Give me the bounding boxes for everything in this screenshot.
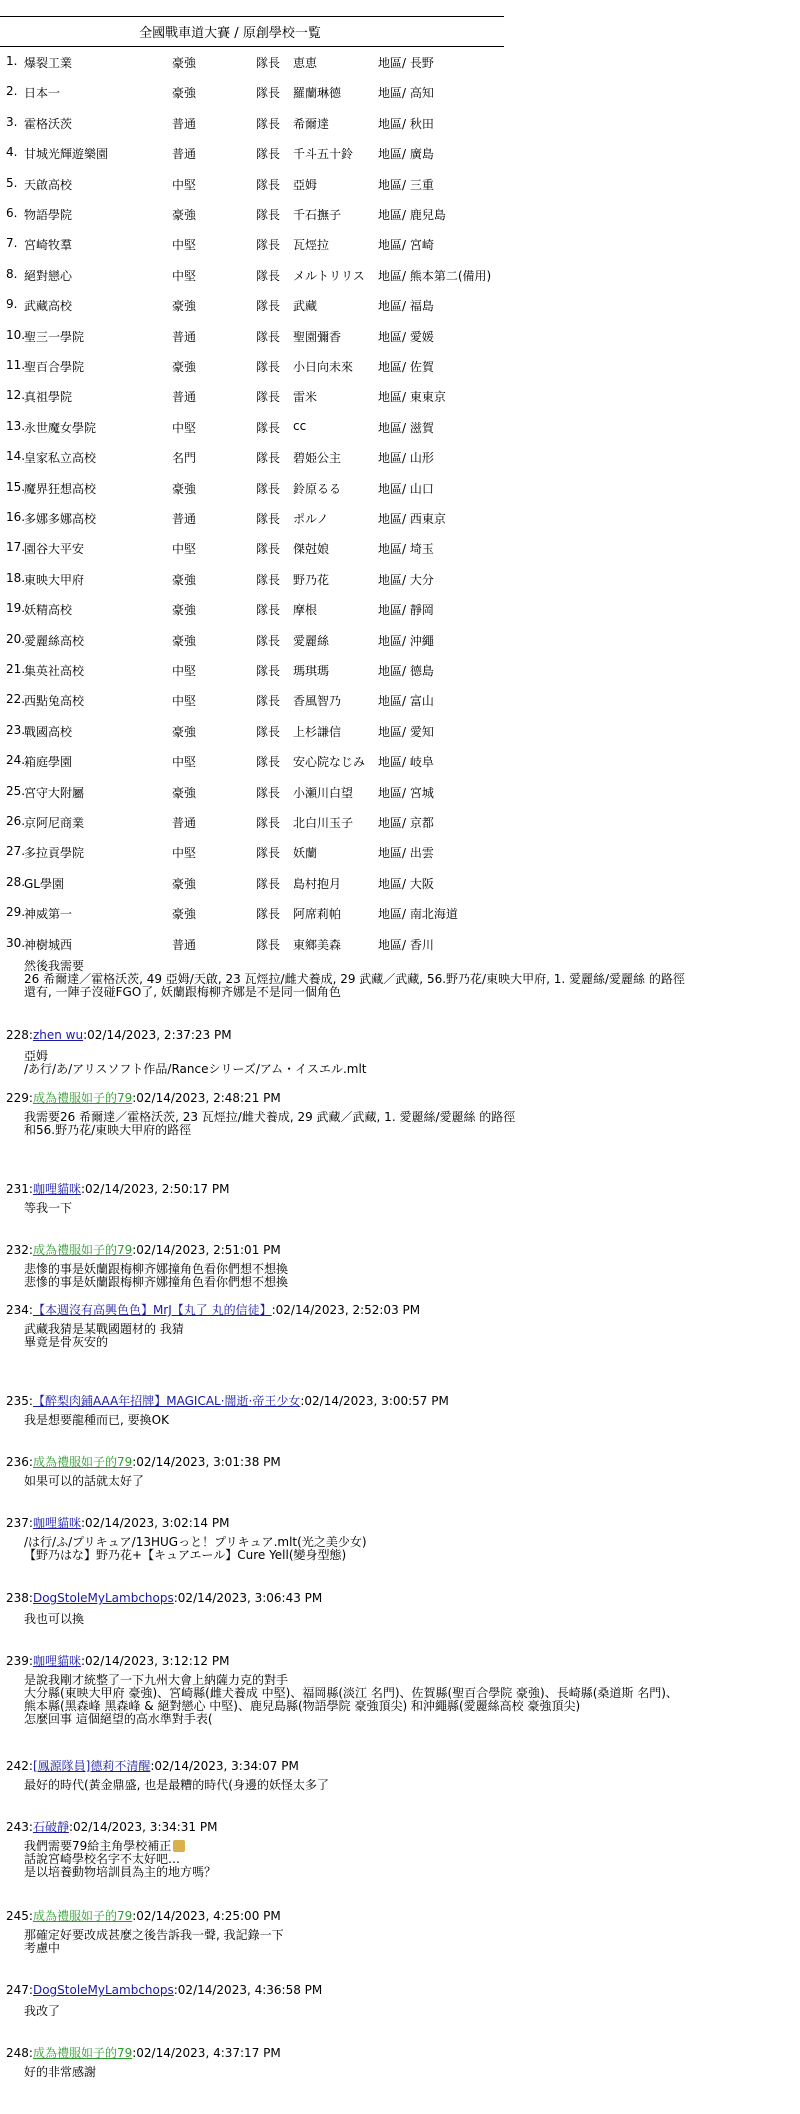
school-number: 14. (6, 449, 26, 464)
school-name: 甘城光輝遊樂園 (24, 147, 109, 162)
captain-label: 隊長 (256, 147, 281, 162)
school-tier: 豪強 (172, 208, 197, 222)
school-region: 地區/ 出雲 (378, 846, 434, 861)
post-timestamp: :02/14/2023, 2:48:21 PM (132, 1091, 281, 1105)
post-body (24, 1929, 794, 1955)
school-number: 25. (6, 783, 26, 798)
post-header (6, 1757, 299, 1774)
school-tier: 普通 (172, 816, 197, 830)
school-region: 地區/ 京都 (378, 816, 434, 830)
post-body (24, 2066, 794, 2079)
school-name: 神威第一 (24, 907, 73, 922)
captain-name: 千石撫子 (293, 208, 342, 222)
intro-line: 26 希爾達／霍格沃茨, 49 亞姆/天啟, 23 瓦烴拉/雌犬養成, 29 武藏／武藏, 56.野乃花/東映大甲府, 1. 愛麗絲/愛麗絲 的路徑 (24, 972, 685, 986)
school-tier: 中堅 (172, 268, 197, 283)
post-timestamp: :02/14/2023, 3:34:07 PM (150, 1759, 299, 1773)
school-number: 16. (6, 510, 26, 524)
post-header (6, 1028, 232, 1042)
post-line: 那確定好要改成甚麼之後告訴我一聲, 我記錄一下 (24, 1928, 284, 1942)
school-number: 12. (6, 388, 26, 403)
captain-name: 亞姆 (293, 177, 318, 192)
school-tier: 豪強 (172, 572, 197, 587)
school-region: 地區/ 西東京 (378, 512, 446, 526)
school-number: 7. (6, 236, 18, 251)
captain-name: 羅蘭琳德 (293, 86, 342, 101)
captain-name: 傑尅娘 (293, 542, 330, 557)
school-name: 聖百合學院 (24, 360, 85, 374)
post-body (24, 1263, 794, 1289)
post-header (6, 1907, 281, 1924)
school-region: 地區/ 山口 (378, 481, 434, 496)
captain-name: 瑪琪瑪 (293, 664, 330, 678)
school-name: 永世魔女學院 (24, 420, 97, 435)
captain-name: 北白川玉子 (293, 816, 354, 830)
school-number: 24. (6, 753, 26, 768)
school-tier: 中堅 (172, 542, 197, 557)
school-region: 地區/ 滋賀 (378, 420, 434, 435)
post-author-link[interactable]: 咖哩貓咪 (32, 1654, 81, 1668)
captain-label: 隊長 (256, 481, 281, 496)
captain-label: 隊長 (256, 816, 281, 830)
school-number: 10. (6, 327, 26, 342)
post-author-link[interactable]: 石破靜 (32, 1820, 69, 1834)
school-name: 愛麗絲高校 (24, 633, 85, 648)
school-region: 地區/ 沖繩 (378, 633, 434, 648)
captain-name: 妖蘭 (293, 846, 318, 861)
school-name: 妖精高校 (24, 603, 73, 618)
post-timestamp: :02/14/2023, 3:34:31 PM (68, 1820, 218, 1834)
title-rule (0, 46, 504, 47)
post-line: 畢竟是骨灰安的 (24, 1335, 109, 1349)
school-region: 地區/ 長野 (378, 56, 434, 70)
post-author-link[interactable]: 成為禮服如子的79 (32, 1909, 133, 1923)
school-number: 30. (6, 935, 26, 950)
school-region: 地區/ 愛媛 (378, 329, 434, 344)
school-region: 地區/ 愛知 (378, 724, 434, 739)
post-timestamp: :02/14/2023, 4:37:17 PM (132, 2046, 281, 2060)
captain-name: 雷米 (293, 390, 318, 405)
school-region: 地區/ 德島 (378, 664, 434, 678)
captain-label: 隊長 (256, 268, 281, 283)
post-body (24, 1111, 794, 1137)
captain-name: 瓦烴拉 (293, 238, 330, 253)
school-name: 東映大甲府 (24, 572, 85, 587)
school-region: 地區/ 秋田 (378, 116, 434, 131)
captain-label: 隊長 (256, 116, 281, 131)
post-author-link[interactable]: 【醉梨肉鋪AAA年招牌】MAGICAL·闇逝·帝王少女 (32, 1394, 301, 1408)
post-line: 等我一下 (24, 1201, 73, 1215)
captain-label: 隊長 (256, 694, 281, 709)
school-region: 地區/ 埼玉 (378, 542, 434, 557)
school-tier: 普通 (172, 937, 197, 952)
captain-name: 小瀬川白望 (293, 785, 354, 800)
captain-label: 隊長 (256, 56, 281, 70)
captain-name: 上杉謙信 (293, 724, 342, 739)
school-region: 地區/ 宮崎 (378, 238, 434, 253)
school-name: GL學園 (24, 876, 64, 891)
school-name: 西點兔高校 (24, 694, 85, 709)
school-tier: 中堅 (172, 177, 197, 192)
captain-name: 恵恵 (293, 56, 318, 70)
school-number: 29. (6, 905, 26, 920)
captain-name: 摩根 (293, 603, 318, 618)
school-name: 多拉貢學院 (24, 846, 85, 861)
post-author-link[interactable]: 成為禮服如子的79 (32, 2046, 133, 2060)
post-header (6, 1392, 449, 1409)
post-line: 武藏我猜是某戰國題材的 我猜 (24, 1322, 184, 1336)
post-author-link[interactable]: 【本週沒有高興色色】MrJ【丸了 丸的信徒】 (32, 1303, 272, 1317)
emoji-icon (173, 1840, 185, 1852)
school-number: 26. (6, 814, 26, 828)
post-line: 【野乃はな】野乃花+【キュアエール】Cure Yell(變身型態) (24, 1548, 347, 1562)
school-region: 地區/ 大分 (378, 572, 434, 587)
post-timestamp: :02/14/2023, 3:12:12 PM (80, 1654, 230, 1668)
post-line: 話說宮崎學校名字不太好吧… (24, 1852, 181, 1866)
captain-label: 隊長 (256, 360, 281, 374)
post-timestamp: :02/14/2023, 4:25:00 PM (132, 1909, 281, 1923)
captain-name: 愛麗絲 (293, 633, 330, 648)
school-tier: 豪強 (172, 907, 197, 922)
captain-label: 隊長 (256, 846, 281, 861)
school-region: 地區/ 三重 (378, 177, 434, 192)
school-name: 魔界狂想高校 (24, 481, 97, 496)
post-line: 是說我剛才統整了一下九州大會上納薩力克的對手 (24, 1673, 289, 1687)
captain-name: 東鄉美森 (293, 937, 342, 952)
post-line: 如果可以的話就太好了 (24, 1474, 145, 1488)
post-number: 235: (6, 1394, 33, 1408)
captain-label: 隊長 (256, 420, 281, 435)
school-number: 23. (6, 722, 26, 737)
captain-name: 香風智乃 (293, 694, 342, 709)
school-name: 真祖學院 (24, 390, 73, 405)
post-body (24, 1050, 794, 1076)
school-number: 15. (6, 479, 26, 494)
post-line: 我改了 (24, 2004, 61, 2018)
school-number: 3. (6, 114, 18, 129)
school-region: 地區/ 東東京 (378, 390, 446, 405)
school-name: 日本一 (24, 86, 61, 101)
post-author-link[interactable]: 成為禮服如子的79 (32, 1455, 133, 1469)
captain-label: 隊長 (256, 907, 281, 922)
post-number: 245: (6, 1909, 33, 1923)
captain-label: 隊長 (256, 208, 281, 222)
school-number: 1. (6, 54, 18, 68)
captain-name: メルトリリス (293, 268, 365, 283)
school-region: 地區/ 南北海道 (378, 907, 458, 922)
post-header (6, 1818, 217, 1835)
captain-label: 隊長 (256, 299, 281, 314)
captain-name: 阿席莉帕 (293, 907, 342, 922)
school-tier: 普通 (172, 329, 197, 344)
post-timestamp: :02/14/2023, 3:00:57 PM (300, 1394, 449, 1408)
captain-label: 隊長 (256, 512, 281, 526)
school-name: 絕對戀心 (24, 268, 73, 283)
school-number: 28. (6, 874, 26, 889)
post-number: 231: (6, 1182, 33, 1196)
post-number: 248: (6, 2046, 33, 2060)
school-tier: 豪強 (172, 56, 197, 70)
post-timestamp: :02/14/2023, 4:36:58 PM (173, 1983, 323, 1997)
school-tier: 中堅 (172, 694, 197, 709)
post-number: 228: (6, 1028, 33, 1042)
post-body (24, 1202, 794, 1215)
school-tier: 豪強 (172, 724, 197, 739)
post-header (6, 1652, 229, 1669)
post-author-link[interactable]: 成為禮服如子的79 (32, 1091, 133, 1105)
post-line: 大分縣(東映大甲府 豪強)、宮崎縣(雌犬養成 中堅)、福岡縣(淡江 名門)、佐賀縣(聖百合學院 豪強)、長崎縣(桑道斯 名門)、 (24, 1686, 678, 1700)
post-number: 247: (6, 1983, 33, 1997)
school-tier: 豪強 (172, 360, 197, 374)
post-author-link[interactable]: 咖哩貓咪 (32, 1182, 81, 1196)
post-body (24, 1414, 794, 1427)
post-body (24, 1475, 794, 1488)
school-number: 17. (6, 540, 26, 555)
post-number: 243: (6, 1820, 33, 1834)
captain-name: 千斗五十鈴 (293, 147, 354, 162)
captain-name: 安心院なじみ (293, 755, 366, 770)
school-name: 皇家私立高校 (24, 451, 97, 466)
post-timestamp: :02/14/2023, 2:37:23 PM (83, 1028, 232, 1042)
post-body (24, 1613, 794, 1626)
post-number: 237: (6, 1516, 33, 1530)
school-name: 宮守大附屬 (24, 785, 85, 800)
school-number: 9. (6, 297, 18, 312)
post-line: 我也可以換 (24, 1612, 85, 1626)
school-name: 箱庭學園 (24, 755, 73, 770)
post-timestamp: :02/14/2023, 2:52:03 PM (271, 1303, 421, 1317)
post-line: /あ行/あ/アリスソフト作品/Ranceシリーズ/アム・イスエル.mlt (24, 1062, 367, 1076)
captain-label: 隊長 (256, 876, 281, 891)
captain-name: ポルノ (293, 512, 329, 526)
intro-line: 然後我需要 (24, 959, 85, 973)
captain-label: 隊長 (256, 329, 281, 344)
captain-label: 隊長 (256, 451, 281, 466)
top-rule (0, 16, 504, 17)
post-line: 考慮中 (24, 1941, 61, 1955)
captain-label: 隊長 (256, 86, 281, 101)
school-name: 園谷大平安 (24, 542, 85, 557)
captain-label: 隊長 (256, 724, 281, 739)
post-number: 229: (6, 1091, 33, 1105)
post-body (24, 1674, 794, 1726)
school-name: 多娜多娜高校 (24, 512, 97, 526)
post-author-link[interactable]: zhen wu (32, 1028, 84, 1042)
school-number: 13. (6, 418, 26, 433)
post-timestamp: :02/14/2023, 3:01:38 PM (132, 1455, 281, 1469)
school-tier: 普通 (172, 512, 197, 526)
captain-name: 小日向未來 (293, 360, 354, 374)
post-body (24, 1779, 794, 1792)
post-header (6, 2044, 281, 2061)
captain-name: 鈴原るる (293, 481, 342, 496)
school-number: 22. (6, 692, 26, 707)
post-line: 和56.野乃花/東映大甲府的路徑 (24, 1123, 192, 1137)
school-region: 地區/ 靜岡 (378, 603, 434, 618)
post-number: 239: (6, 1654, 33, 1668)
post-author-link[interactable]: DogStoleMyLambchops (32, 1983, 174, 1997)
captain-name: 島村抱月 (293, 876, 342, 891)
school-tier: 豪強 (172, 603, 197, 618)
school-region: 地區/ 高知 (378, 86, 434, 101)
captain-name: 聖園彌香 (293, 329, 342, 344)
school-tier: 普通 (172, 390, 197, 405)
school-tier: 豪強 (172, 785, 197, 800)
captain-label: 隊長 (256, 542, 281, 557)
school-region: 地區/ 大阪 (378, 876, 434, 891)
page-title: 全國戰車道大賽 / 原創學校一覧 (139, 26, 321, 41)
school-number: 8. (6, 266, 18, 281)
intro-text (24, 960, 794, 999)
post-timestamp: :02/14/2023, 2:51:01 PM (132, 1243, 281, 1257)
school-tier: 豪強 (172, 86, 197, 101)
post-line: 最好的時代(黃金鼎盛, 也是最糟的時代(身邊的妖怪太多了 (24, 1778, 329, 1792)
school-region: 地區/ 廣島 (378, 147, 434, 162)
school-name: 爆裂工業 (24, 56, 73, 70)
school-tier: 普通 (172, 147, 197, 162)
post-line: /は行/ふ/プリキュア/13HUGっと！プリキュア.mlt(光之美少女) (24, 1535, 367, 1549)
school-tier: 中堅 (172, 420, 197, 435)
captain-name: 野乃花 (293, 572, 330, 587)
post-body (24, 1840, 794, 1879)
school-name: 宮崎牧羣 (24, 238, 73, 253)
post-body (24, 1536, 794, 1562)
intro-line: 還有, 一陣子沒碰FGO了, 妖蘭跟梅柳齐娜是不是同一個角色 (24, 985, 341, 999)
school-name: 物語學院 (24, 208, 73, 222)
school-number: 27. (6, 844, 26, 859)
school-tier: 中堅 (172, 238, 197, 253)
school-name: 武藏高校 (24, 299, 73, 314)
captain-label: 隊長 (256, 755, 281, 770)
post-body (24, 2005, 794, 2018)
school-tier: 名門 (172, 451, 197, 466)
captain-label: 隊長 (256, 238, 281, 253)
school-region: 地區/ 宮城 (378, 785, 434, 800)
school-region: 地區/ 香川 (378, 937, 434, 952)
school-name: 集英社高校 (24, 664, 85, 678)
post-timestamp: :02/14/2023, 2:50:17 PM (80, 1182, 230, 1196)
post-line: 我是想要龍種而已, 要換OK (24, 1413, 169, 1427)
school-tier: 中堅 (172, 846, 197, 861)
post-header (6, 1514, 229, 1531)
captain-label: 隊長 (256, 177, 281, 192)
post-body (24, 1323, 794, 1349)
post-line: 熊本縣(黑森峰 黑森峰 & 絕對戀心 中堅)、鹿兒島縣(物語學院 豪強頂尖) 和沖繩縣(愛麗絲高校 豪強頂尖) (24, 1699, 581, 1713)
post-number: 232: (6, 1243, 33, 1257)
post-header (6, 1301, 420, 1318)
school-region: 地區/ 山形 (378, 451, 434, 466)
school-name: 戰國高校 (24, 724, 73, 739)
post-line: 亞姆 (24, 1049, 49, 1063)
post-line: 我需要26 希爾達／霍格沃茨, 23 瓦烴拉/雌犬養成, 29 武藏／武藏, 1. 愛麗絲/愛麗絲 的路徑 (24, 1110, 516, 1124)
post-number: 234: (6, 1303, 33, 1317)
school-number: 11. (6, 358, 26, 372)
post-author-link[interactable]: DogStoleMyLambchops (32, 1591, 174, 1605)
school-name: 京阿尼商業 (24, 816, 85, 830)
school-region: 地區/ 富山 (378, 694, 434, 709)
captain-name: 碧姫公主 (293, 451, 342, 466)
post-line: 好的非常感謝 (24, 2065, 97, 2079)
post-timestamp: :02/14/2023, 3:02:14 PM (80, 1516, 230, 1530)
captain-label: 隊長 (256, 937, 281, 952)
school-tier: 豪強 (172, 633, 197, 648)
captain-label: 隊長 (256, 572, 281, 587)
post-line: 悲慘的事是妖蘭跟梅柳齐娜撞角色看你們想不想換 (24, 1275, 289, 1289)
school-tier: 豪強 (172, 481, 197, 496)
post-line: 悲慘的事是妖蘭跟梅柳齐娜撞角色看你們想不想換 (24, 1262, 289, 1276)
post-header (6, 1591, 322, 1605)
captain-label: 隊長 (256, 633, 281, 648)
school-tier: 普通 (172, 116, 197, 131)
school-name: 霍格沃茨 (24, 116, 73, 131)
school-region: 地區/ 岐阜 (378, 755, 434, 770)
school-region: 地區/ 福島 (378, 299, 434, 314)
post-number: 242: (6, 1759, 33, 1773)
post-author-link[interactable]: 成為禮服如子的79 (32, 1243, 133, 1257)
school-number: 18. (6, 570, 26, 585)
post-line: 我們需要79給主角學校補正 (24, 1840, 794, 1853)
school-tier: 中堅 (172, 664, 197, 678)
post-number: 236: (6, 1455, 33, 1469)
captain-label: 隊長 (256, 390, 281, 405)
captain-label: 隊長 (256, 664, 281, 678)
post-header (6, 1453, 281, 1470)
captain-name: 希爾達 (293, 116, 330, 131)
school-name: 天啟高校 (24, 177, 73, 192)
school-number: 5. (6, 175, 18, 190)
post-author-link[interactable]: 咖哩貓咪 (32, 1516, 81, 1530)
captain-name: cc (293, 418, 307, 433)
post-author-link[interactable]: [鳳源隊員]德莉不清醒 (32, 1759, 151, 1773)
post-number: 238: (6, 1591, 33, 1605)
school-name: 聖三一學院 (24, 329, 85, 344)
post-header (6, 1089, 281, 1106)
school-region: 地區/ 熊本第二(備用) (378, 268, 492, 283)
post-timestamp: :02/14/2023, 3:06:43 PM (173, 1591, 323, 1605)
captain-name: 武藏 (293, 299, 318, 314)
school-tier: 豪強 (172, 876, 197, 891)
captain-label: 隊長 (256, 785, 281, 800)
school-tier: 中堅 (172, 755, 197, 770)
school-name: 神樹城西 (24, 937, 73, 952)
school-tier: 豪強 (172, 299, 197, 314)
school-region: 地區/ 鹿兒島 (378, 208, 446, 222)
post-header (6, 1180, 229, 1197)
school-number: 4. (6, 145, 18, 160)
captain-label: 隊長 (256, 603, 281, 618)
post-line: 怎麼回事 這個絕望的高水準對手表( (24, 1712, 213, 1726)
school-number: 2. (6, 84, 18, 99)
post-header (6, 1983, 322, 1997)
school-number: 21. (6, 662, 26, 676)
school-number: 6. (6, 206, 18, 220)
school-number: 20. (6, 631, 26, 646)
school-number: 19. (6, 601, 26, 616)
school-region: 地區/ 佐賀 (378, 360, 434, 374)
post-header (6, 1241, 281, 1258)
post-line: 是以培養動物培訓員為主的地方嗎？ (24, 1865, 217, 1879)
